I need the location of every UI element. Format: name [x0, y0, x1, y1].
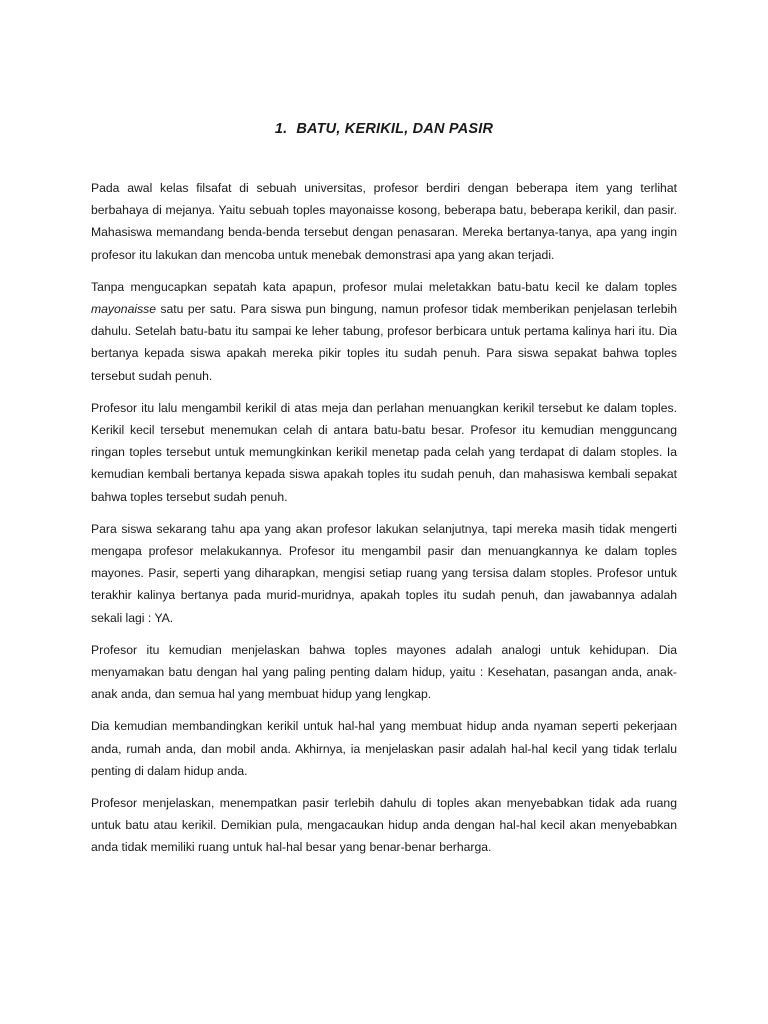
section-title: BATU, KERIKIL, DAN PASIR: [296, 121, 494, 137]
paragraph-7: [91, 792, 677, 859]
paragraph-text: Dia kemudian membandingkan kerikil untuk hal-hal yang membuat hidup anda nyaman seperti pekerjaan anda, rumah anda, dan mobil anda. Akhirnya, ia menjelaskan pasir adalah hal-hal kecil yang tidak terlalu penting di dalam hidup anda.: [91, 719, 677, 778]
paragraph-4: [91, 518, 677, 629]
paragraph-3: [91, 397, 677, 508]
paragraph-text: Profesor itu lalu mengambil kerikil di atas meja dan perlahan menuangkan kerikil tersebut ke dalam toples. Kerikil kecil tersebut menemukan celah di antara batu-batu besar. Profesor itu kemudian mengguncang ringan toples tersebut untuk memungkinkan kerikil menetap pada celah yang terdapat di dalam stoples. Ia kemudian kembali bertanya kepada siswa apakah toples itu sudah penuh, dan mahasiswa kembali sepakat bahwa toples tersebut sudah penuh.: [91, 400, 677, 504]
paragraph-text: Pada awal kelas filsafat di sebuah universitas, profesor berdiri dengan beberapa item yang terlihat berbahaya di mejanya. Yaitu sebuah toples mayonaisse kosong, beberapa batu, beberapa kerikil, dan pasir. Mahasiswa memandang benda-benda tersebut dengan penasaran. Mereka bertanya-tanya, apa yang ingin profesor itu lakukan dan mencoba untuk menebak demonstrasi apa yang akan terjadi.: [91, 181, 677, 262]
section-heading: [0, 121, 768, 137]
paragraph-text: Tanpa mengucapkan sepatah kata apapun, profesor mulai meletakkan batu-batu kecil ke dalam toples: [91, 279, 677, 294]
paragraph-1: [91, 177, 677, 266]
paragraph-text-continued: satu per satu. Para siswa pun bingung, namun profesor tidak memberikan penjelasan terlebih dahulu. Setelah batu-batu itu sampai ke leher tabung, profesor berbicara untuk pertama kalinya hari itu. Dia bertanya kepada siswa apakah mereka pikir toples itu sudah penuh. Para siswa sepakat bahwa toples tersebut sudah penuh.: [91, 302, 677, 383]
document-body: [91, 177, 677, 869]
paragraph-5: [91, 639, 677, 706]
paragraph-2: [91, 276, 677, 387]
section-number: 1.: [274, 121, 288, 137]
paragraph-text: Profesor itu kemudian menjelaskan bahwa toples mayones adalah analogi untuk kehidupan. Dia menyamakan batu dengan hal yang paling penting dalam hidup, yaitu : Kesehatan, pasangan anda, anak-anak anda, dan semua hal yang membuat hidup yang lengkap.: [91, 642, 677, 702]
paragraph-6: [91, 715, 677, 782]
paragraph-text: Profesor menjelaskan, menempatkan pasir terlebih dahulu di toples akan menyebabkan tidak ada ruang untuk batu atau kerikil. Demikian pula, mengacaukan hidup anda dengan hal-hal kecil akan menyebabkan anda tidak memiliki ruang untuk hal-hal besar yang benar-benar berharga.: [91, 796, 677, 855]
italic-term: mayonaisse: [91, 302, 157, 317]
paragraph-text: Para siswa sekarang tahu apa yang akan profesor lakukan selanjutnya, tapi mereka masih tidak mengerti mengapa profesor melakukannya. Profesor itu mengambil pasir dan menuangkannya ke dalam toples mayones. Pasir, seperti yang diharapkan, mengisi setiap ruang yang tersisa dalam stoples. Profesor untuk terakhir kalinya bertanya pada murid-muridnya, apakah toples itu sudah penuh, dan jawabannya adalah sekali lagi : YA.: [91, 521, 677, 625]
